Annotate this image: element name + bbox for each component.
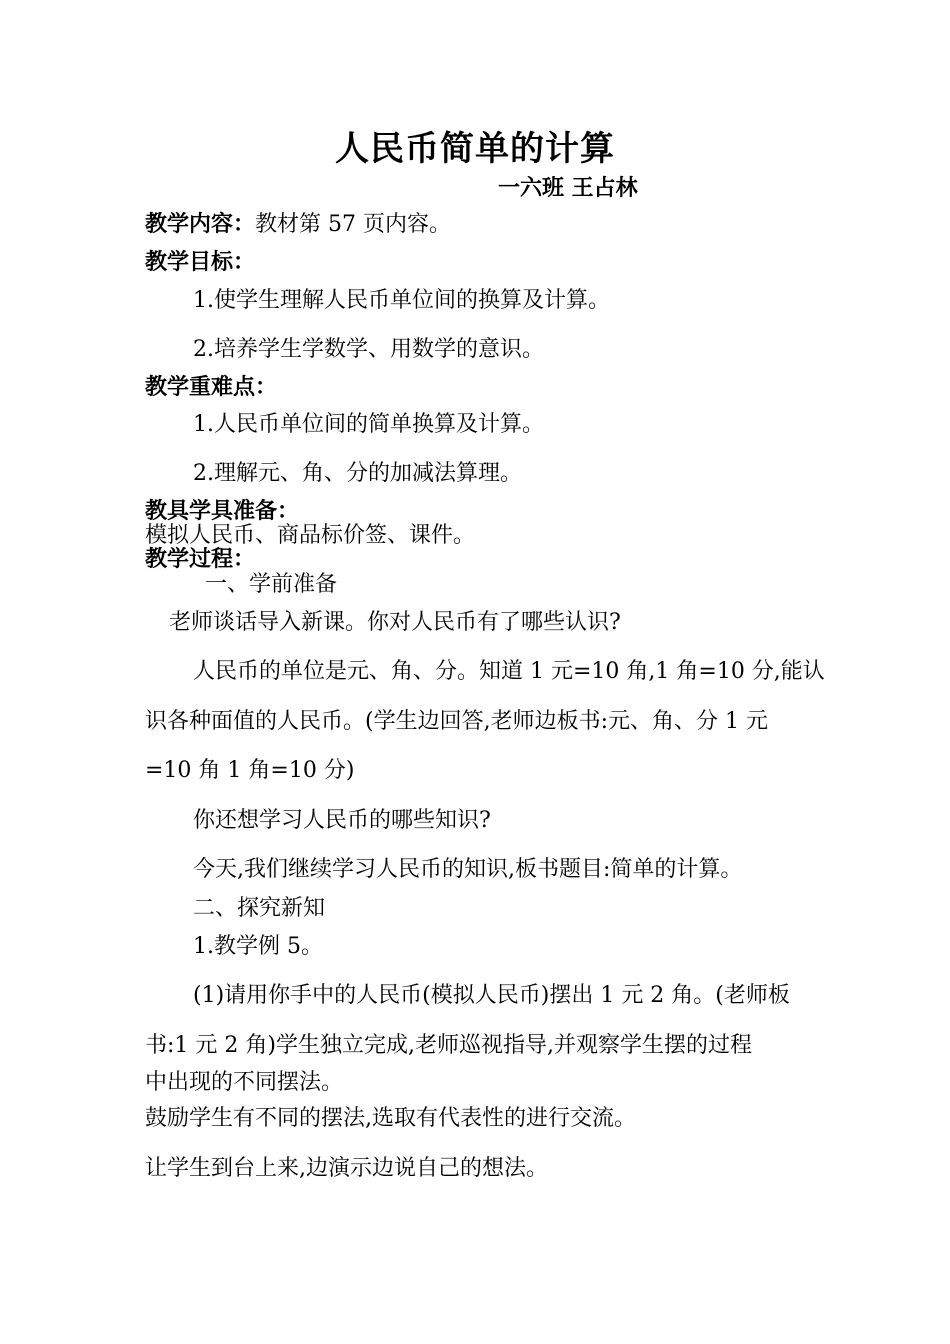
section-heading: 二、探究新知 (193, 896, 326, 921)
objective-item: 2.培养学生学数学、用数学的意识。 (193, 337, 544, 362)
key-points-heading: 教学重难点： (145, 375, 278, 400)
paragraph-line: (1)请用你手中的人民币(模拟人民币)摆出 1 元 2 角。(老师板 (193, 983, 790, 1008)
paragraph: 今天,我们继续学习人民币的知识,板书题目:简单的计算。 (193, 857, 743, 882)
materials-heading: 教具学具准备： (145, 499, 300, 524)
paragraph: 让学生到台上来,边演示边说自己的想法。 (145, 1156, 548, 1181)
paragraph: 鼓励学生有不同的摆法,选取有代表性的进行交流。 (145, 1106, 636, 1131)
materials-text: 模拟人民币、商品标价签、课件。 (145, 523, 476, 548)
process-heading: 教学过程： (145, 547, 256, 572)
paragraph-line: =10 角 1 角=10 分) (145, 758, 355, 783)
paragraph-line: 书:1 元 2 角)学生独立完成,老师巡视指导,并观察学生摆的过程 (145, 1033, 752, 1058)
document-title: 人民币简单的计算 (335, 129, 615, 169)
content-text: 教材第 57 页内容。 (255, 212, 451, 237)
content-line (145, 212, 451, 238)
paragraph-line: 识各种面值的人民币。(学生边回答,老师边板书:元、角、分 1 元 (145, 709, 768, 734)
paragraph: 你还想学习人民币的哪些知识? (193, 808, 491, 833)
objectives-heading: 教学目标： (145, 250, 256, 275)
example-heading: 1.教学例 5。 (193, 934, 323, 959)
objective-item: 1.使学生理解人民币单位间的换算及计算。 (193, 288, 610, 313)
key-point-item: 1.人民币单位间的简单换算及计算。 (193, 412, 544, 437)
author-line: 一六班 王占林 (498, 176, 638, 201)
paragraph: 老师谈话导入新课。你对人民币有了哪些认识? (169, 610, 621, 635)
paragraph-line: 人民币的单位是元、角、分。知道 1 元=10 角,1 角=10 分,能认 (193, 659, 825, 684)
section-heading: 一、学前准备 (205, 572, 338, 597)
content-label: 教学内容： (145, 212, 256, 237)
key-point-item: 2.理解元、角、分的加减法算理。 (193, 461, 522, 486)
paragraph-line: 中出现的不同摆法。 (145, 1070, 344, 1095)
